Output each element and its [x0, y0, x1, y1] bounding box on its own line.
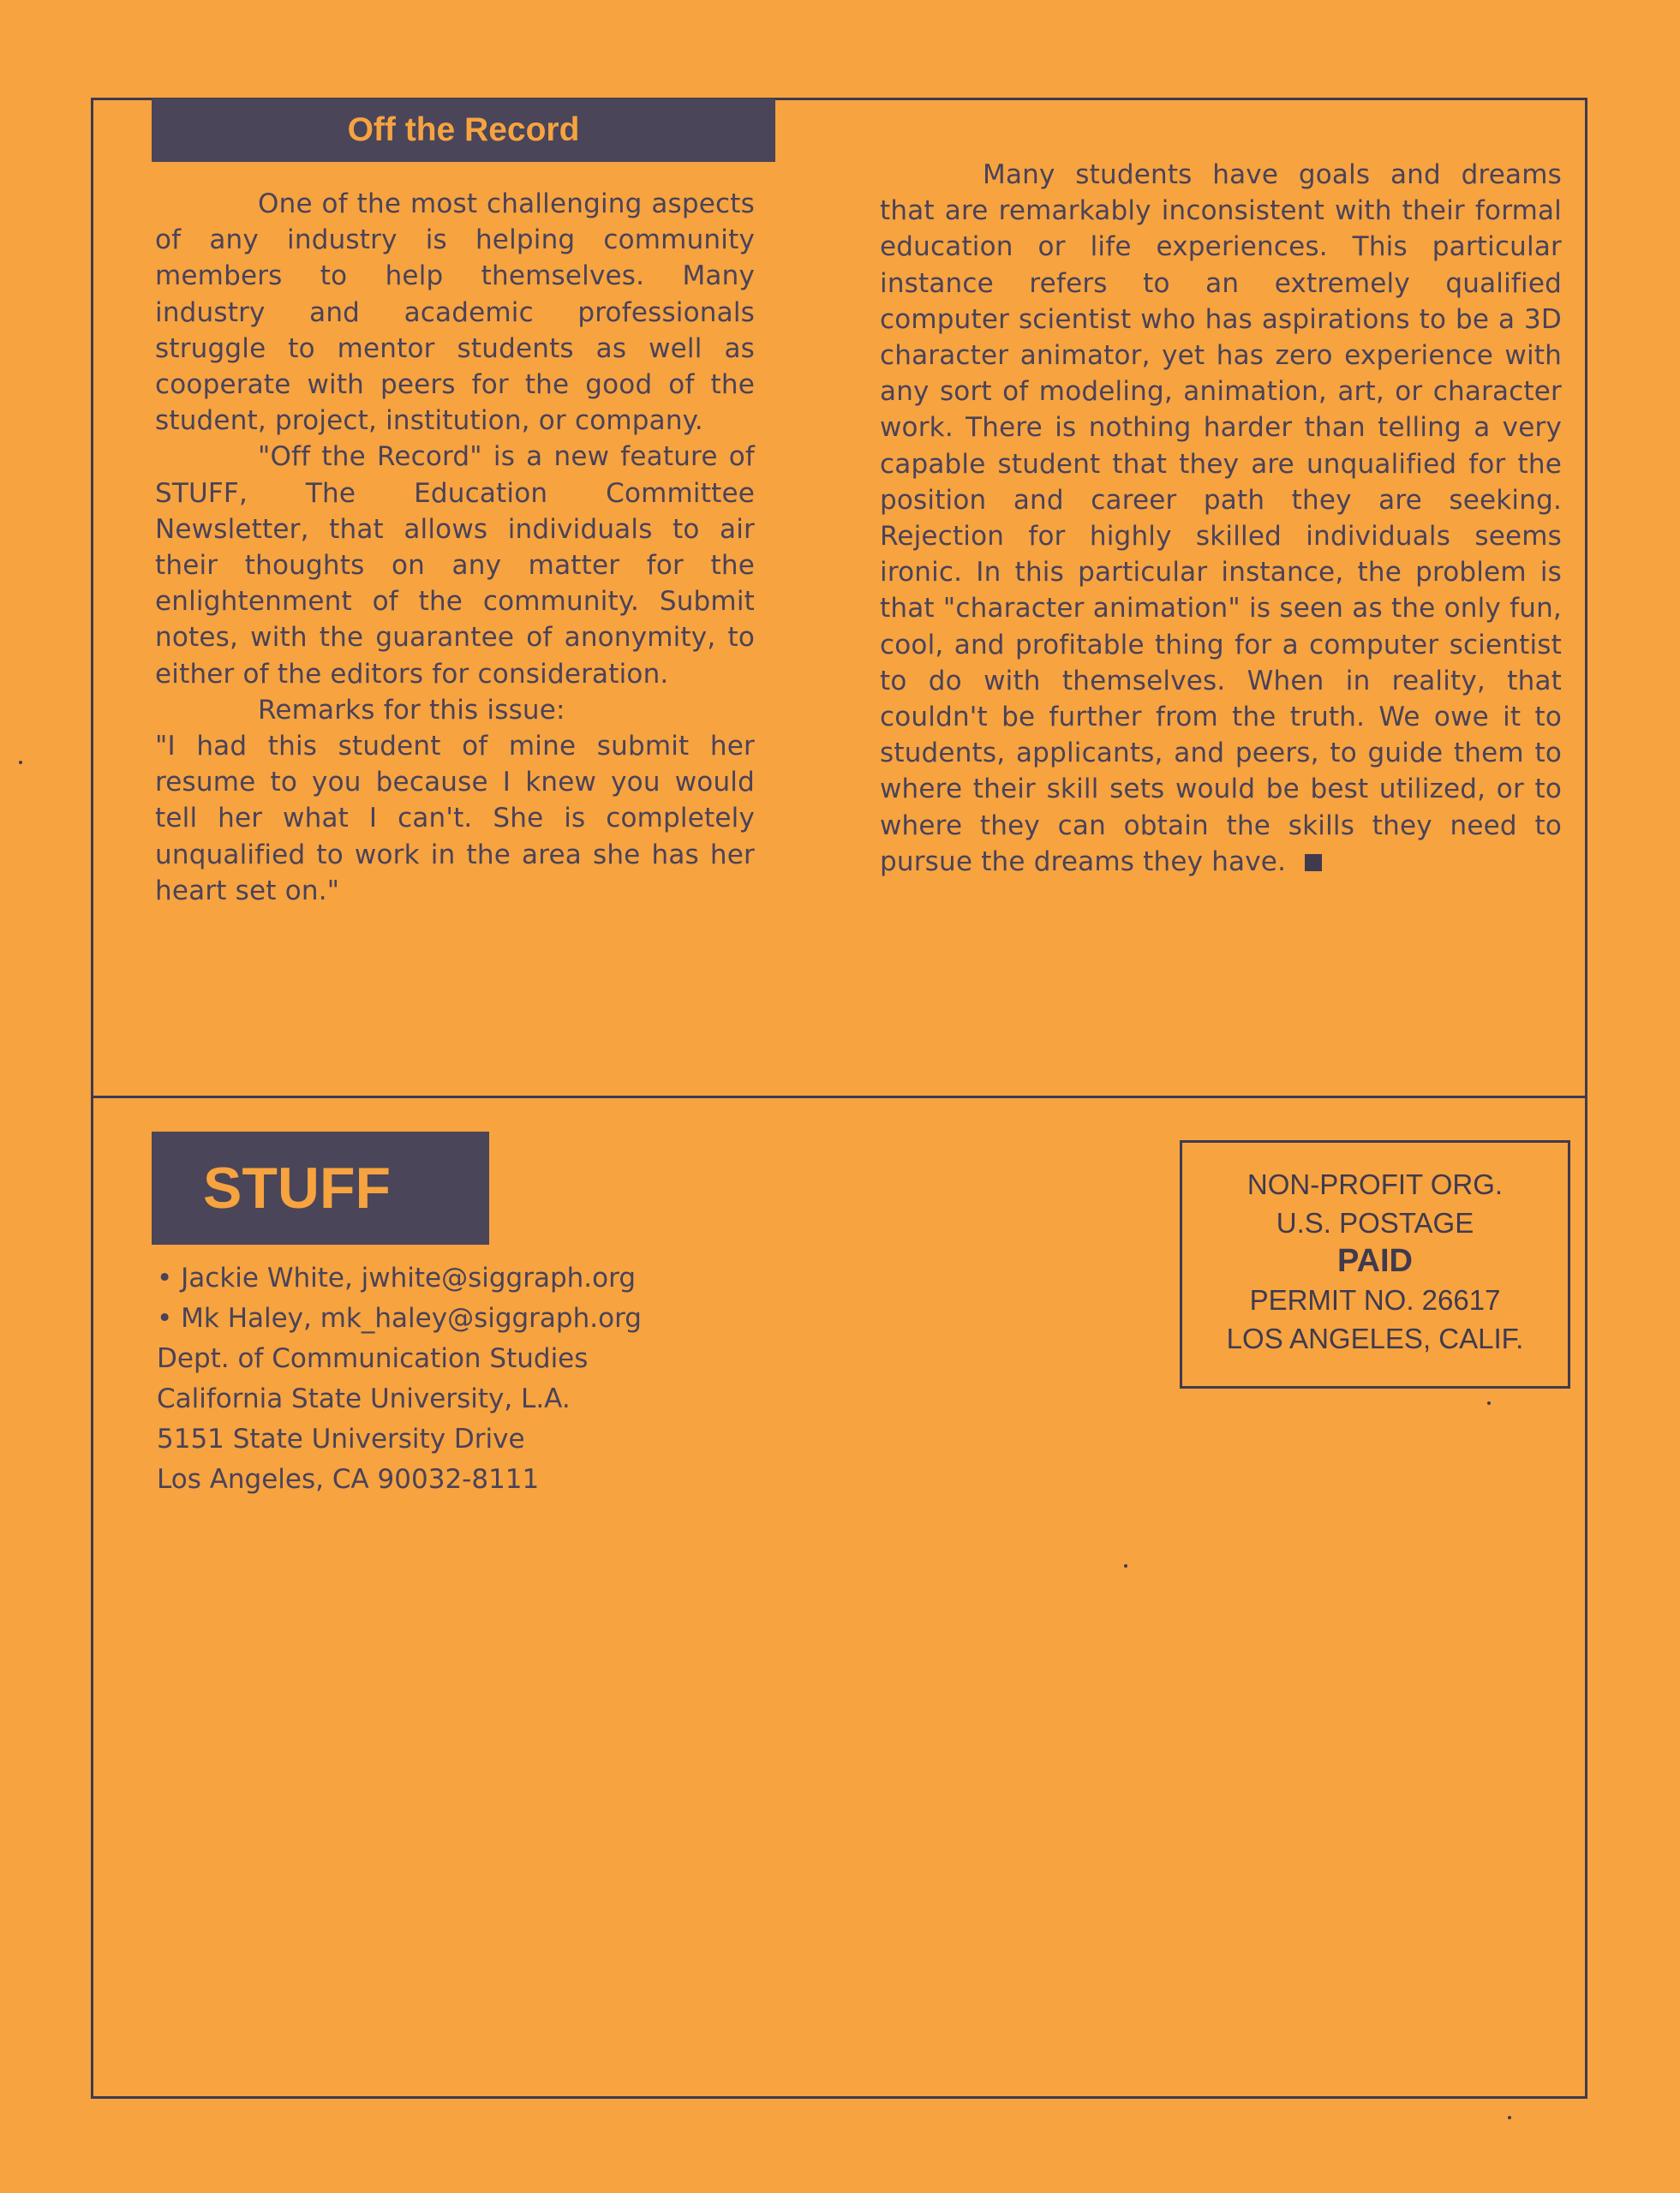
postage-indicia	[1180, 1140, 1570, 1389]
end-of-article-mark	[1305, 854, 1322, 871]
department-line: Dept. of Communication Studies	[157, 1343, 589, 1374]
response-paragraph	[880, 157, 1562, 880]
stuff-masthead: STUFF	[152, 1132, 489, 1245]
postage-line-city: LOS ANGELES, CALIF.	[1226, 1323, 1524, 1354]
right-column	[880, 157, 1562, 880]
page-frame	[91, 98, 1587, 2099]
street-line: 5151 State University Drive	[157, 1424, 525, 1455]
remark-quote: "I had this student of mine submit her resume to you because I knew you would tell her what I can't. She is completely unqualified to work in the area she has her heart set on."	[155, 731, 755, 906]
intro-paragraph: One of the most challenging aspects of any industry is helping community members to help themselves. Many industry and academic professionals struggle to mentor students as well as cooperate with peers for the good of the student, project, institution, or company.	[155, 188, 755, 437]
postage-line-nonprofit: NON-PROFIT ORG.	[1247, 1168, 1504, 1200]
left-column	[155, 186, 755, 909]
postage-line-permit: PERMIT NO. 26617	[1249, 1284, 1501, 1316]
contact-jackie-white: • Jackie White, jwhite@siggraph.org	[157, 1263, 636, 1294]
paper-speck	[1508, 2116, 1511, 2119]
off-the-record-heading: Off the Record	[152, 99, 775, 162]
paper-speck	[1124, 1564, 1127, 1568]
feature-description-paragraph: "Off the Record" is a new feature of STUFF, The Education Committee Newsletter, that allows individuals to air their thoughts on any matter for the enlightenment of the community. Submit notes, with the guarantee of anonymity, to either of the editors for consideration.	[155, 441, 755, 690]
university-line: California State University, L.A.	[157, 1383, 571, 1414]
city-line: Los Angeles, CA 90032-8111	[157, 1464, 540, 1495]
paper-speck	[19, 761, 22, 764]
postage-line-paid: PAID	[1337, 1243, 1413, 1279]
response-text: Many students have goals and dreams that are remarkably inconsistent with their formal education or life experiences. This particular instance refers to an extremely qualified computer scientist who has aspirations to be a 3D character animator, yet has zero experience with any sort of modeling, animation, art, or character work. There is nothing harder than telling a very capable student that they are unqualified for the position and career path they are seeking. Rejection for highly skilled individuals seems ironic. In this particular instance, the problem is that "character animation" is seen as the only fun, cool, and profitable thing for a computer scientist to do with themselves. When in reality, that couldn't be further from the truth. We owe it to students, applicants, and peers, to guide them to where their skill sets would be best utilized, or to where they can obtain the skills they need to pursue the dreams they have.	[880, 159, 1562, 877]
contact-mk-haley: • Mk Haley, mk_haley@siggraph.org	[157, 1303, 642, 1334]
section-divider	[93, 1096, 1585, 1098]
paper-speck	[1487, 1401, 1491, 1405]
return-address	[157, 1258, 654, 1500]
remarks-label: Remarks for this issue:	[258, 694, 565, 726]
postage-line-us-postage: U.S. POSTAGE	[1276, 1207, 1474, 1239]
